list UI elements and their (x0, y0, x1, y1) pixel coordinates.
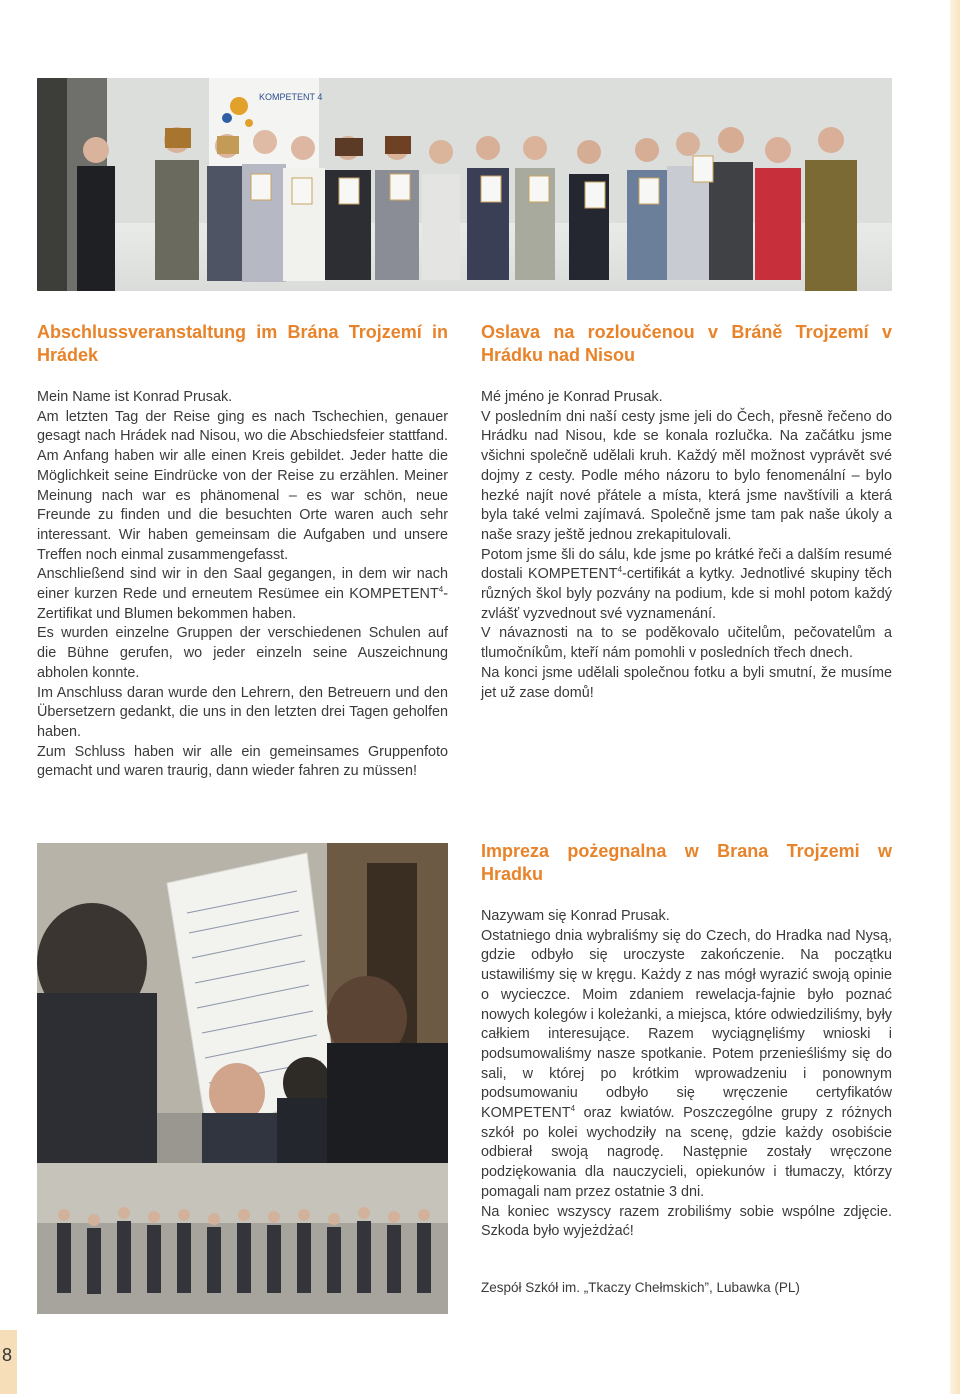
heading-german: Abschlussveranstaltung im Brána Trojzemí in Hrádek (37, 322, 448, 365)
paragraph: Mé jméno je Konrad Prusak. (481, 389, 663, 405)
paragraph: Potom jsme šli do sálu, kde jsme po krátké řeči a dalším resumé dostali KOMPETENT$^4$-certifikát a kytky. Jednotlivé skupiny těch různých škol byly pozvány na podium, kde si mohl potom každý zvlášť vyzvednout své vyznamenání. (481, 546, 892, 622)
paragraph: Am letzten Tag der Reise ging es nach Tschechien, genauer gesagt nach Hrádek nad Nisou, wo die Abschiedsfeier stattfand. Am Anfang haben wir alle einen Kreis gebildet. Jeder hatte die Möglichkeit seine Eindrücke von der Reise zu erzählen. Meiner Meinung nach war es phänomenal – es war schön, neue Freunde zu finden und die besuchten Orte waren auch sehr interessant. Wir haben gemeinsam die Aufgaben und unsere Treffen noch einmal zusammengefasst. (37, 408, 448, 563)
group-photo (37, 78, 892, 291)
paragraph: Im Anschluss daran wurde den Lehrern, den Betreuern und den Übersetzern gedankt, die uns in den letzten drei Tagen geholfen haben. (37, 684, 448, 740)
article-polish (481, 907, 892, 1242)
paragraph: Mein Name ist Konrad Prusak. (37, 389, 233, 405)
paragraph: V posledním dni naší cesty jsme jeli do Čech, přesně řečeno do Hrádku nad Nisou, kde se konala rozlučka. Na začátku jsme všichni společně udělali kruh. Každý měl možnost vyprávět své dojmy z cesty. Podle mého názoru to bylo fenomenální – bylo hezké najít nové přátele a místa, která jsme navštívili a která byla také velmi zajímavá. Společně jsme tam pak naše úkoly a naše srazy ještě jednou zrekapitulovali. (481, 408, 892, 543)
paragraph: Na konci jsme udělali společnou fotku a byli smutní, že musíme jet už zase domů! (481, 664, 892, 701)
heading-czech: Oslava na rozloučenou v Bráně Trojzemí v Hrádku nad Nisou (481, 322, 892, 365)
heading-polish: Impreza pożegnalna w Brana Trojzemi w Hradku (481, 841, 892, 884)
workshop-photo-image (37, 843, 448, 1314)
page-edge-stripe (950, 0, 960, 1394)
paragraph: Na koniec wszyscy razem zrobiliśmy sobie wspólne zdjęcie. Szkoda było wyjeżdżać! (481, 1203, 892, 1240)
banner-text: KOMPETENT 4 (259, 92, 323, 102)
paragraph: Anschließend sind wir in den Saal gegangen, in dem wir nach einer kurzen Rede und erneutem Resümee ein KOMPETENT$^4$-Zertifikat und Blumen bekommen haben. (37, 566, 448, 622)
paragraph: Zum Schluss haben wir alle ein gemeinsames Gruppenfoto gemacht und waren traurig, dann wieder fahren zu müssen! (37, 743, 448, 780)
article-czech (481, 388, 892, 703)
school-credit: Zespół Szkół im. „Tkaczy Chełmskich”, Lubawka (PL) (481, 1280, 800, 1295)
workshop-photo (37, 843, 448, 1314)
paragraph: Es wurden einzelne Gruppen der verschiedenen Schulen auf die Bühne gerufen, wo jeder einzeln seine Auszeichnung abholen konnte. (37, 625, 448, 681)
paragraph: V návaznosti na to se poděkovalo učitelům, pečovatelům a tlumočníkům, kteří nám pomohli v posledních třech dnech. (481, 625, 892, 662)
article-german (37, 388, 448, 782)
paragraph: Nazywam się Konrad Prusak. (481, 908, 670, 924)
paragraph: Ostatniego dnia wybraliśmy się do Czech, do Hradka nad Nysą, gdzie odbyło się uroczyste zakończenie. Na początku ustawiliśmy się w kręgu. Każdy z nas mógł wyrazić swoją opinie o wycieczce. Moim zdaniem rewelacja-fajnie było poznać nowych kolegów i koleżanki, a miejsca, które odwiedziliśmy, były całkiem interesujące. Razem wyciągnęliśmy wnioski i podsumowaliśmy nasze spotkanie. Potem przenieśliśmy się do sali, w której po krótkim wprowadzeniu i ponownym podsumowaniu odbyło się wręczenie certyfikatów KOMPETENT$^4$ oraz kwiatów. Poszczególne grupy z różnych szkół po kolei wychodziły na scenę, gdzie każdy osobiście odbierał swoją nagrodę. Następnie zostały wręczone podziękowania dla nauczycieli, opiekunów i tłumaczy, którzy pomagali nam przez ostatnie 3 dni. (481, 927, 892, 1200)
group-photo-image (37, 78, 892, 291)
page-number: 8 (2, 1345, 13, 1365)
